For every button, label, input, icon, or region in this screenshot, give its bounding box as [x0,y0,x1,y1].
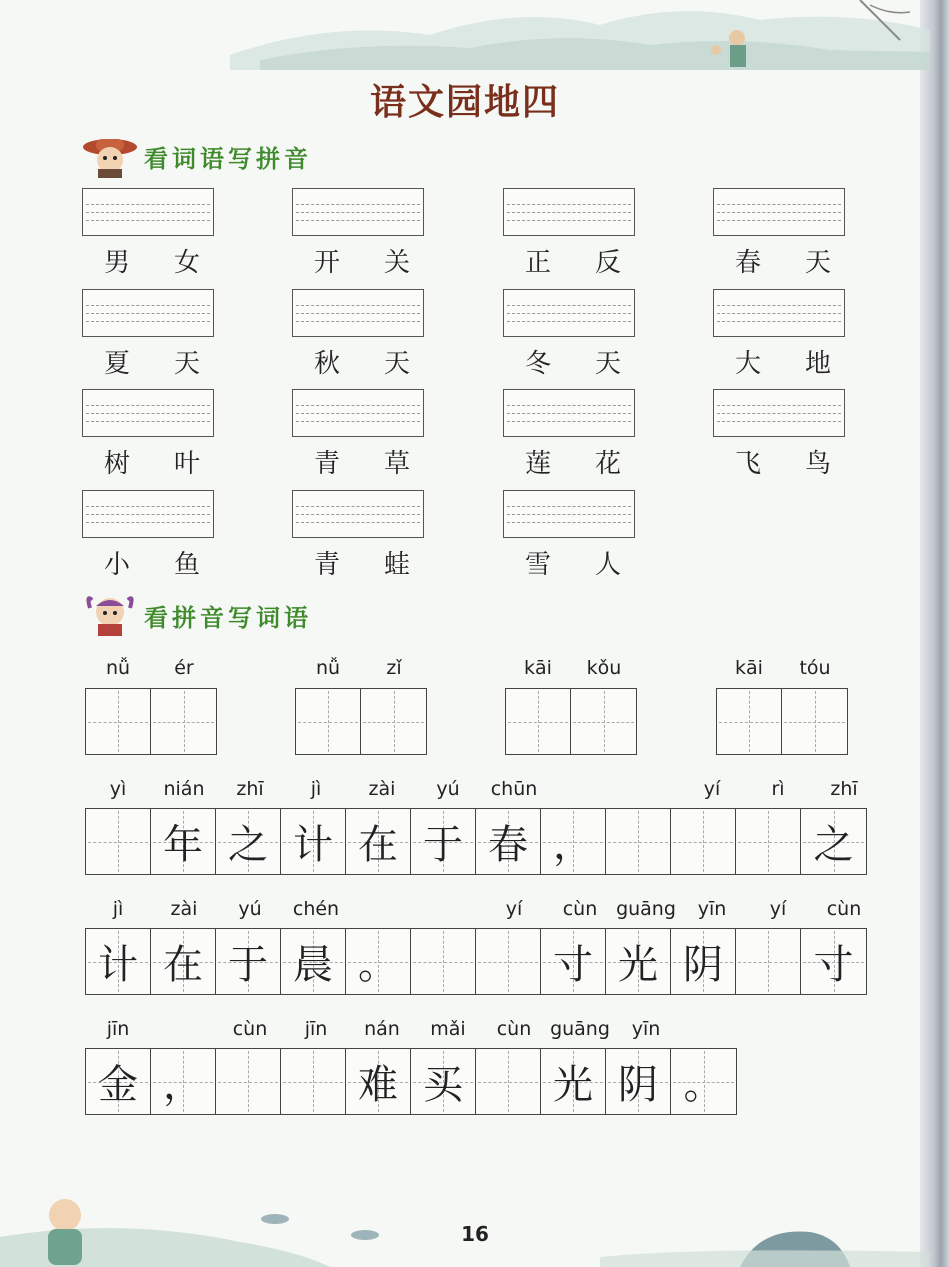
pinyin-syllable [349,898,415,920]
pinyin-row [85,657,217,679]
word-character: 树 [103,449,130,479]
tian-zi-ge-square[interactable] [346,809,411,874]
word-characters [82,242,222,279]
pinyin-syllable [151,1018,217,1040]
word-character: 春 [734,248,761,278]
word-characters [713,343,853,380]
given-character [86,809,150,874]
pinyin-writing-box[interactable] [292,289,424,337]
tian-zi-ge-square[interactable] [476,1049,541,1114]
pinyin-writing-box[interactable] [82,289,214,337]
tian-zi-ge-square[interactable] [216,1049,281,1114]
word-character: 冬 [524,349,551,379]
pinyin-writing-box[interactable] [82,490,214,538]
pinyin-writing-box[interactable] [503,289,635,337]
word-cell [503,389,643,480]
pinyin-writing-box[interactable] [292,188,424,236]
tian-zi-ge-square[interactable] [151,809,216,874]
pinyin-syllable: kāi [524,657,552,679]
word-character: 天 [383,349,410,379]
pinyin-syllable: nǚ [315,657,341,679]
given-character: 春 [488,822,528,868]
word-character: 鸟 [804,449,831,479]
word-character: 青 [313,449,340,479]
pinyin-syllable: chén [292,898,340,920]
word-character: 秋 [313,349,340,379]
pinyin-syllable [613,778,679,800]
given-character: 计 [98,942,138,988]
tian-zi-ge-square[interactable] [151,689,216,754]
word-cell [82,490,222,581]
word-characters [82,343,222,380]
given-character: 年 [163,822,203,868]
given-character: 晨 [293,942,333,988]
pinyin-writing-box[interactable] [713,389,845,437]
given-character: 光 [553,1062,593,1108]
word-cell [713,289,853,380]
pinyin-syllable: jì [310,778,322,800]
word-cell [292,389,432,480]
word-writing-grid [716,688,848,755]
given-character [736,809,800,874]
pinyin-syllable: ér [174,657,194,679]
word-character: 关 [383,248,410,278]
given-character: 阴 [683,942,723,988]
tian-zi-ge-square[interactable] [151,929,216,994]
tian-zi-ge-square[interactable] [671,929,736,994]
tian-zi-ge-square[interactable] [86,929,151,994]
pinyin-syllable: jīn [304,1018,328,1040]
pinyin-syllable: mǎi [430,1018,466,1040]
pinyin-row [85,898,877,920]
pinyin-syllable: zài [368,778,396,800]
word-characters [503,242,643,279]
word-cell [292,490,432,581]
word-characters [713,443,853,480]
word-character: 天 [804,248,831,278]
section-heading-text: 看词语写拼音 [144,144,312,173]
given-character: 之 [813,822,854,868]
tian-zi-ge-square[interactable] [476,809,541,874]
given-character: 于 [228,942,268,988]
tian-zi-ge-square[interactable] [346,1049,411,1114]
section-heading-text: 看拼音写词语 [144,603,312,632]
pinyin-syllable: kǒu [586,657,622,679]
given-character: 寸 [553,942,593,988]
pinyin-syllable: chūn [490,778,538,800]
tian-zi-ge-square[interactable] [411,929,476,994]
tian-zi-ge-square[interactable] [361,689,426,754]
given-character: 寸 [813,942,854,988]
tian-zi-ge-square[interactable] [541,1049,606,1114]
tian-zi-ge-square[interactable] [216,809,281,874]
word-characters [292,544,432,581]
pinyin-syllable: nán [364,1018,400,1040]
word-characters [503,343,643,380]
pinyin-syllable: rì [771,778,785,800]
pinyin-row [85,778,877,800]
pinyin-syllable: yí [505,898,523,920]
tian-zi-ge-square[interactable] [476,929,541,994]
tian-zi-ge-square[interactable] [736,929,801,994]
word-character: 女 [173,248,200,278]
tian-zi-ge-square[interactable] [411,809,476,874]
word-cell [82,289,222,380]
tian-zi-ge-square[interactable] [801,929,866,994]
pinyin-syllable: nián [163,778,205,800]
word-characters [713,242,853,279]
word-cell [292,289,432,380]
sentence-writing-grid [85,1048,737,1115]
cartoon-character-icon [82,592,138,638]
given-character: 买 [423,1062,463,1108]
pinyin-writing-box[interactable] [82,389,214,437]
pinyin-writing-box[interactable] [292,389,424,437]
pinyin-writing-box[interactable] [82,188,214,236]
tian-zi-ge-square[interactable] [571,689,636,754]
given-character [606,809,670,874]
word-writing-grid [505,688,637,755]
pinyin-syllable: cùn [496,1018,532,1040]
pinyin-syllable: tóu [799,657,831,679]
word-characters [292,443,432,480]
tian-zi-ge-square[interactable] [86,809,151,874]
pinyin-syllable: kāi [735,657,763,679]
tian-zi-ge-square[interactable] [606,1049,671,1114]
word-character: 开 [313,248,340,278]
word-cell [503,289,643,380]
word-cell [82,389,222,480]
tian-zi-ge-square[interactable] [541,929,606,994]
tian-zi-ge-square[interactable] [281,809,346,874]
word-character: 花 [594,449,621,479]
given-character: 。 [683,1062,724,1108]
tian-zi-ge-square[interactable] [782,689,847,754]
word-character: 大 [734,349,761,379]
word-character: 叶 [173,449,200,479]
cartoon-character-icon [82,133,138,179]
pinyin-syllable [547,778,613,800]
pinyin-syllable: cùn [232,1018,268,1040]
pinyin-syllable: jīn [106,1018,130,1040]
pinyin-syllable: zài [170,898,198,920]
tian-zi-ge-square[interactable] [346,929,411,994]
word-cell [82,188,222,279]
given-character: ， [163,1062,203,1108]
given-character: 于 [423,822,463,868]
tian-zi-ge-square[interactable] [281,929,346,994]
given-character: 阴 [618,1062,658,1108]
top-landscape-illustration [0,0,930,70]
pinyin-syllable: jì [112,898,124,920]
pinyin-syllable: yīn [631,1018,661,1040]
given-character: 在 [163,942,203,988]
sentence-writing-grid [85,808,867,875]
page-title: 语文园地四 [369,81,560,123]
word-writing-grid [295,688,427,755]
bottom-landscape-illustration [0,1197,930,1267]
pinyin-row [295,657,427,679]
pinyin-syllable: yí [769,898,787,920]
pinyin-syllable: yì [109,778,127,800]
section-heading-word-to-pinyin [82,133,312,179]
pinyin-row [716,657,848,679]
pinyin-syllable: yí [703,778,721,800]
given-character: 之 [228,822,268,868]
word-character: 青 [313,550,340,580]
pinyin-syllable: zhī [830,778,858,800]
pinyin-syllable: zǐ [386,657,402,679]
pinyin-syllable: zhī [236,778,264,800]
tian-zi-ge-square[interactable] [86,1049,151,1114]
given-character [476,929,540,994]
pinyin-syllable [415,898,481,920]
tian-zi-ge-square[interactable] [736,809,801,874]
tian-zi-ge-square[interactable] [606,929,671,994]
given-character: 难 [358,1062,398,1108]
word-character: 莲 [524,449,551,479]
pinyin-writing-box[interactable] [713,188,845,236]
word-character: 反 [594,248,621,278]
word-character: 天 [594,349,621,379]
word-cell [713,389,853,480]
word-writing-grid [85,688,217,755]
word-character: 小 [103,550,130,580]
tian-zi-ge-square[interactable] [411,1049,476,1114]
word-character: 天 [173,349,200,379]
given-character: 光 [618,942,658,988]
sentence-writing-grid [85,928,867,995]
pinyin-syllable: yú [436,778,460,800]
pinyin-syllable: yú [238,898,262,920]
tian-zi-ge-square[interactable] [671,1049,736,1114]
word-characters [292,242,432,279]
pinyin-syllable: guāng [550,1018,610,1040]
word-character: 蛙 [383,550,410,580]
pinyin-syllable: yīn [697,898,727,920]
pinyin-writing-box[interactable] [713,289,845,337]
page-edge [920,0,950,1267]
page-number: 16 [461,1222,489,1246]
given-character: 计 [293,822,333,868]
tian-zi-ge-square[interactable] [506,689,571,754]
given-character: ， [553,822,593,868]
section-heading-pinyin-to-word [82,592,312,638]
word-character: 夏 [103,349,130,379]
word-characters [503,544,643,581]
tian-zi-ge-square[interactable] [717,689,782,754]
tian-zi-ge-square[interactable] [606,809,671,874]
tian-zi-ge-square[interactable] [86,689,151,754]
tian-zi-ge-square[interactable] [216,929,281,994]
word-characters [82,544,222,581]
word-cell [292,188,432,279]
word-cell [503,188,643,279]
given-character [411,929,475,994]
given-character: 在 [358,822,398,868]
given-character [476,1049,540,1114]
word-character: 草 [383,449,410,479]
word-character: 地 [804,349,831,379]
pinyin-syllable: guāng [616,898,676,920]
tian-zi-ge-square[interactable] [296,689,361,754]
pinyin-syllable: nǚ [105,657,131,679]
tian-zi-ge-square[interactable] [151,1049,216,1114]
word-character: 人 [594,550,621,580]
pinyin-writing-box[interactable] [503,490,635,538]
word-character: 鱼 [173,550,200,580]
pinyin-writing-box[interactable] [503,188,635,236]
pinyin-syllable [679,1018,745,1040]
word-character: 飞 [734,449,761,479]
word-character: 正 [524,248,551,278]
pinyin-syllable: cùn [826,898,862,920]
given-character: 。 [358,942,398,988]
word-characters [82,443,222,480]
pinyin-writing-box[interactable] [503,389,635,437]
given-character [671,809,735,874]
given-character: 金 [98,1062,138,1108]
word-cell [503,490,643,581]
word-character: 雪 [524,550,551,580]
given-character [281,1049,345,1114]
pinyin-row [85,1018,745,1040]
tian-zi-ge-square[interactable] [671,809,736,874]
word-characters [292,343,432,380]
pinyin-row [505,657,637,679]
given-character [216,1049,280,1114]
tian-zi-ge-square[interactable] [801,809,866,874]
word-characters [503,443,643,480]
tian-zi-ge-square[interactable] [541,809,606,874]
word-character: 男 [103,248,130,278]
tian-zi-ge-square[interactable] [281,1049,346,1114]
word-cell [713,188,853,279]
pinyin-syllable: cùn [562,898,598,920]
pinyin-writing-box[interactable] [292,490,424,538]
given-character [736,929,800,994]
